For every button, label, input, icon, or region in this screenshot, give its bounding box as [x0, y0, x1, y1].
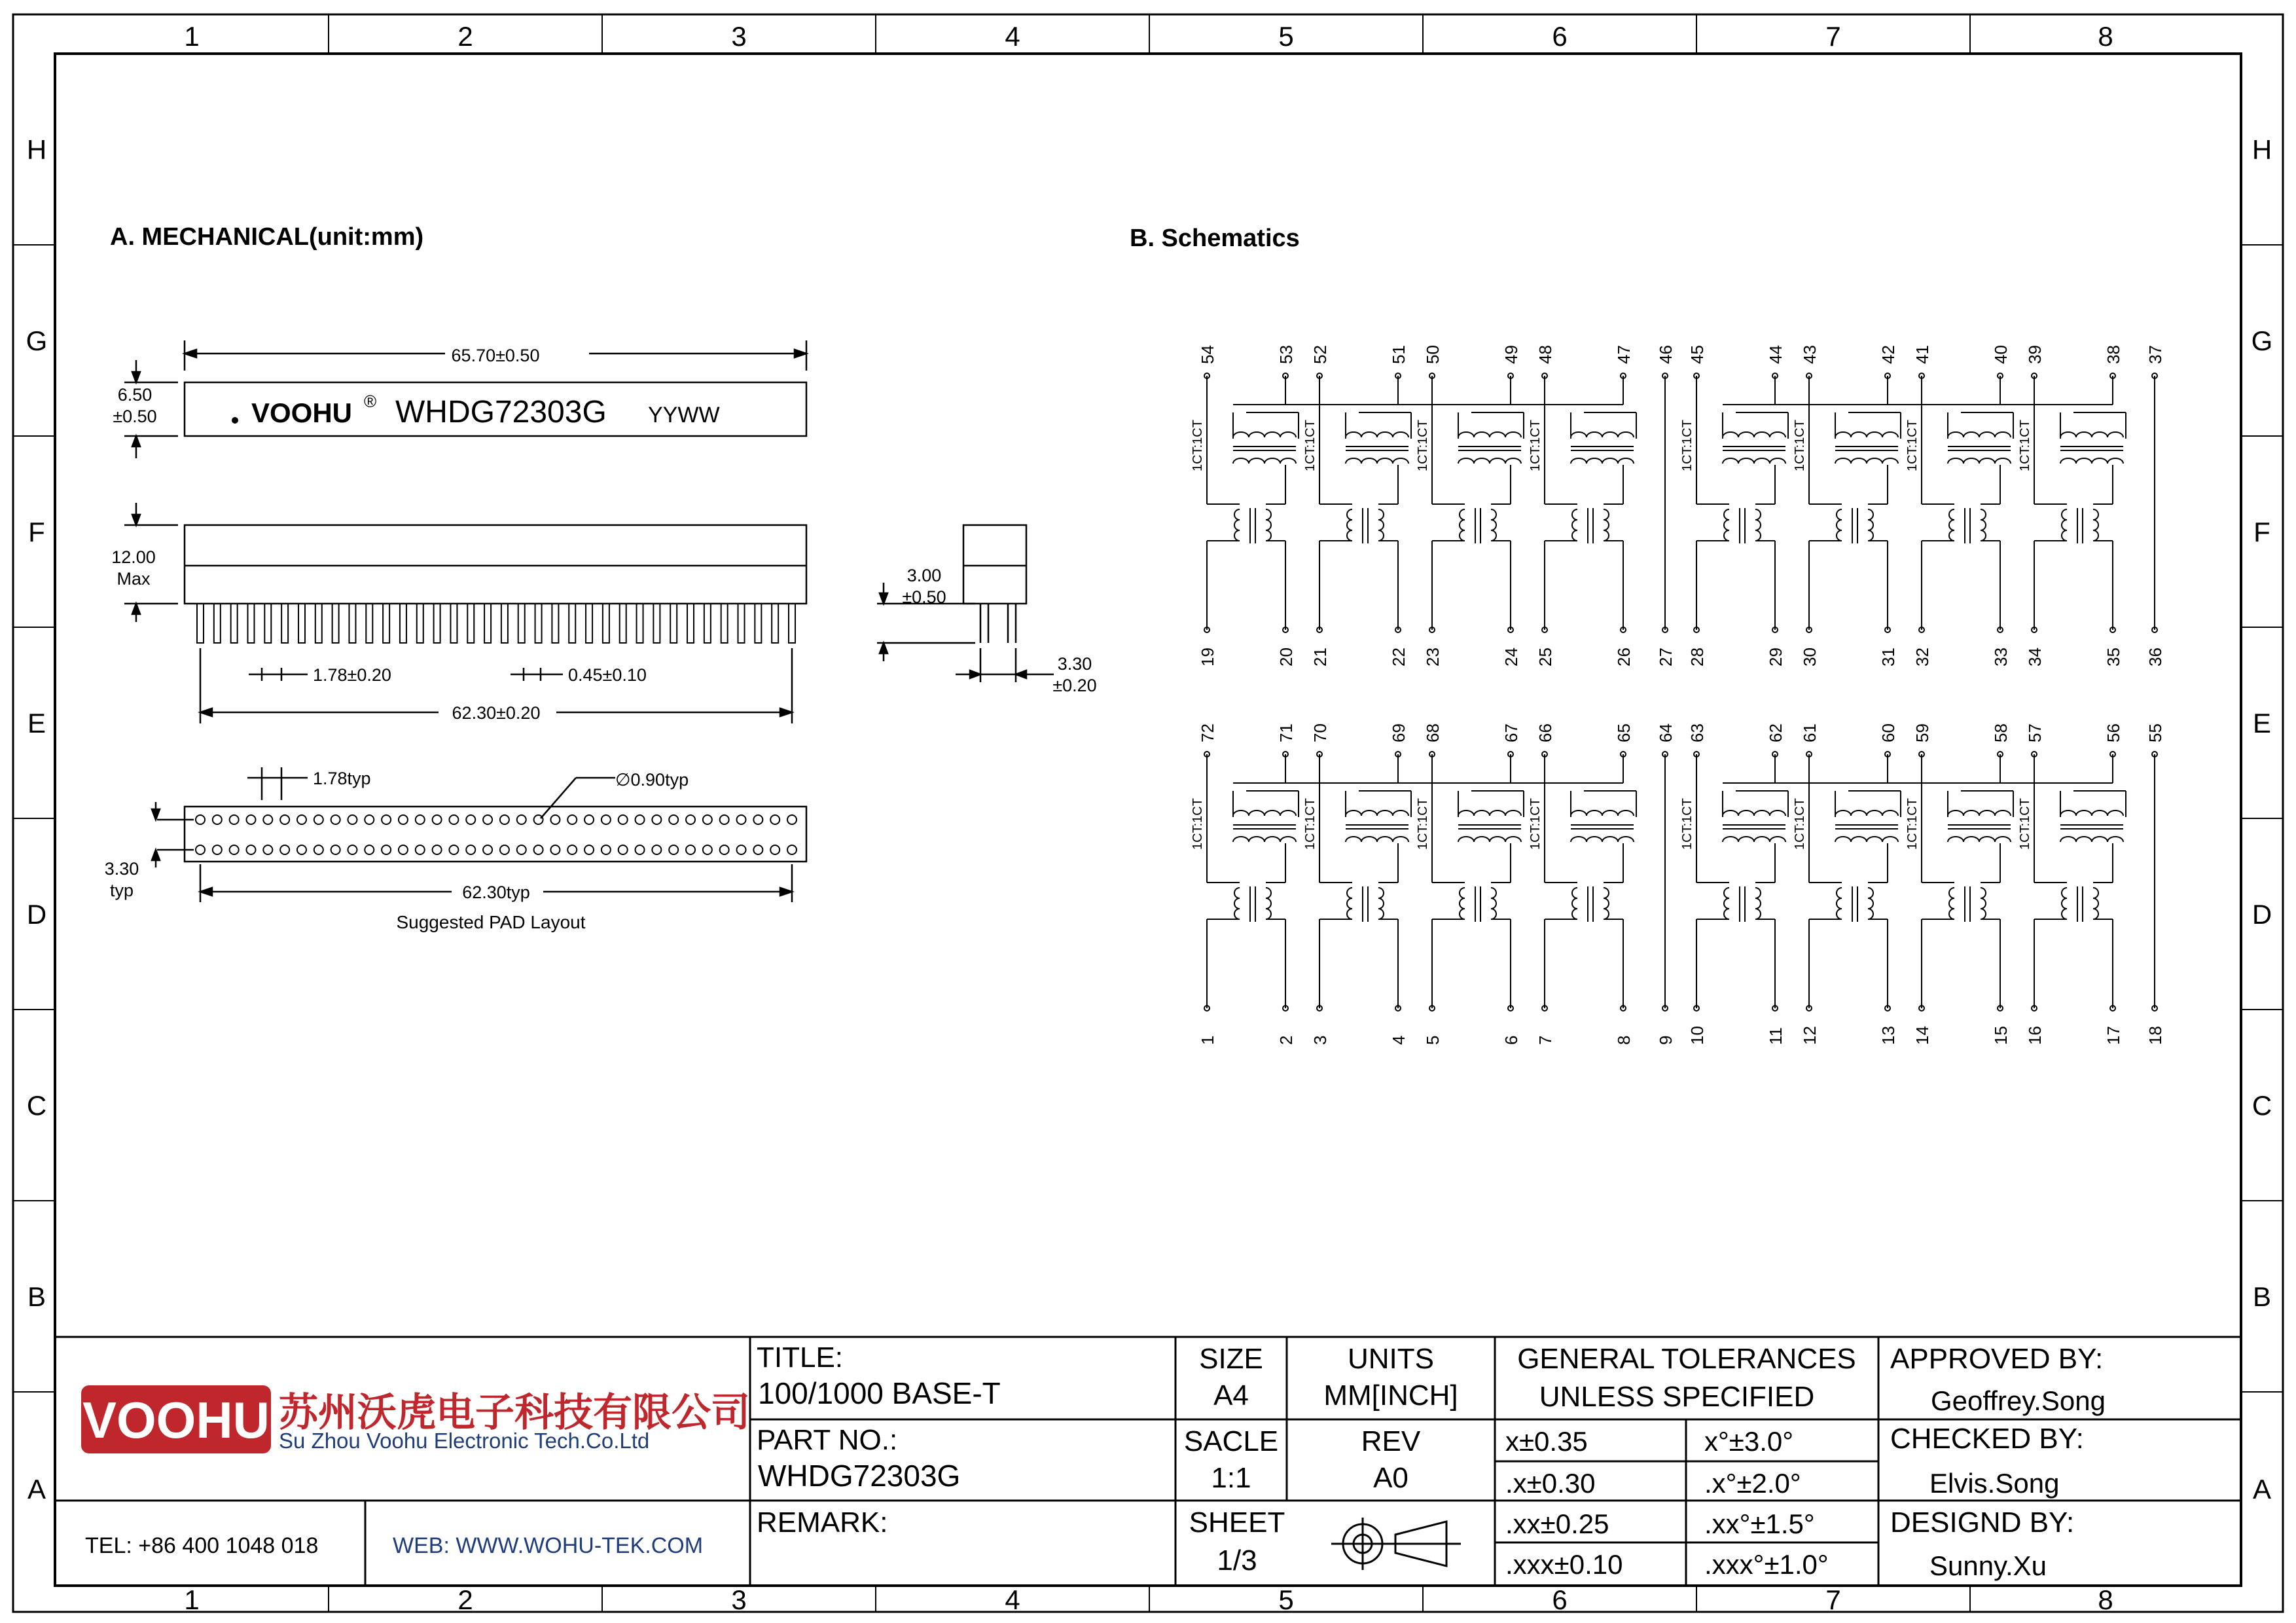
pin-label: 25 — [1535, 647, 1555, 666]
pin-label: 45 — [1687, 345, 1707, 364]
ratio-label: 1CT:1CT — [1303, 798, 1318, 850]
ratio-label: 1CT:1CT — [1528, 798, 1543, 850]
pin-label: 35 — [2104, 647, 2123, 666]
pin-label: 34 — [2025, 647, 2045, 666]
top-length-dim: 65.70±0.50 — [451, 346, 540, 365]
pin-label: 38 — [2104, 345, 2123, 364]
ratio-label: 1CT:1CT — [2018, 798, 2032, 850]
pin-label: 32 — [1912, 647, 1932, 666]
column-label-bottom: 5 — [1278, 1584, 1294, 1615]
pin-label: 62 — [1766, 723, 1785, 742]
pad-layout-caption: Suggested PAD Layout — [396, 912, 586, 932]
pin-label: 67 — [1501, 723, 1521, 742]
pin-label: 66 — [1535, 723, 1555, 742]
ratio-label: 1CT:1CT — [1303, 420, 1318, 471]
pin-label: 40 — [1991, 345, 2011, 364]
row-label-right: C — [2251, 1090, 2272, 1121]
pin-label: 48 — [1535, 345, 1555, 364]
size-label: SIZE — [1199, 1343, 1263, 1375]
pin-label: 57 — [2025, 723, 2045, 742]
ratio-label: 1CT:1CT — [1191, 420, 1205, 471]
side-height-dim: 12.00 — [111, 547, 156, 567]
pin-label: 51 — [1389, 345, 1408, 364]
pin-label: 68 — [1423, 723, 1443, 742]
sheet-label: SHEET — [1189, 1506, 1285, 1539]
pin-label: 50 — [1423, 345, 1443, 364]
pin-label: 19 — [1198, 647, 1217, 666]
pin-label: 6 — [1501, 1035, 1521, 1045]
pin-label: 53 — [1276, 345, 1296, 364]
ratio-label: 1CT:1CT — [1905, 420, 1920, 471]
pin-label: 26 — [1614, 647, 1634, 666]
company-name-en: Su Zhou Voohu Electronic Tech.Co.Ltd — [279, 1429, 650, 1453]
lead-length-dim: 3.00 — [906, 566, 942, 585]
side-height-note: Max — [117, 569, 151, 589]
tolerance-linear: .xx±0.25 — [1505, 1508, 1609, 1539]
pin-label: 1 — [1198, 1035, 1217, 1045]
approved-label: APPROVED BY: — [1890, 1343, 2104, 1375]
pin-label: 55 — [2145, 723, 2165, 742]
pin-label: 60 — [1878, 723, 1898, 742]
column-label-top: 1 — [184, 21, 200, 52]
pin-label: 18 — [2145, 1026, 2165, 1045]
mechanical-heading: A. MECHANICAL(unit:mm) — [110, 223, 424, 251]
column-label-top: 3 — [731, 21, 747, 52]
ratio-label: 1CT:1CT — [1793, 420, 1807, 471]
pin-label: 22 — [1389, 647, 1408, 666]
column-label-bottom: 1 — [184, 1584, 200, 1615]
pin-label: 30 — [1800, 647, 1820, 666]
pin-label: 61 — [1800, 723, 1820, 742]
tolerance-angular: .x°±2.0° — [1704, 1468, 1801, 1499]
row-label-left: A — [27, 1474, 46, 1504]
ratio-label: 1CT:1CT — [1680, 420, 1695, 471]
pin-label: 43 — [1800, 345, 1820, 364]
column-label-top: 5 — [1278, 21, 1294, 52]
pin-label: 20 — [1276, 647, 1296, 666]
title-value: 100/1000 BASE-T — [758, 1376, 1001, 1410]
pin-label: 13 — [1878, 1026, 1898, 1045]
ratio-label: 1CT:1CT — [1416, 420, 1430, 471]
checked-name: Elvis.Song — [1929, 1468, 2060, 1499]
row-spacing-dim: 3.30 — [1057, 654, 1092, 674]
row-label-left: G — [26, 325, 48, 356]
checked-label: CHECKED BY: — [1890, 1423, 2084, 1455]
pin-label: 16 — [2025, 1026, 2045, 1045]
column-label-bottom: 3 — [731, 1584, 747, 1615]
column-label-bottom: 7 — [1825, 1584, 1841, 1615]
company-name-cn: 苏州沃虎电子科技有限公司 — [279, 1391, 750, 1434]
pad-pitch-dim: 1.78typ — [313, 769, 371, 788]
pin-label: 31 — [1878, 647, 1898, 666]
units-label: UNITS — [1348, 1343, 1434, 1375]
top-reg-mark: ® — [364, 392, 377, 411]
tolerance-title-2: UNLESS SPECIFIED — [1539, 1381, 1815, 1413]
pin-label: 9 — [1656, 1035, 1676, 1045]
pad-row-dim: 3.30 — [104, 859, 139, 879]
column-label-top: 8 — [2098, 21, 2113, 52]
sheet-value: 1/3 — [1217, 1544, 1257, 1577]
pin-label: 52 — [1310, 345, 1330, 364]
pin-label: 29 — [1766, 647, 1785, 666]
pin-label: 64 — [1656, 723, 1676, 742]
column-label-bottom: 8 — [2098, 1584, 2113, 1615]
pin-label: 71 — [1276, 723, 1296, 742]
pin-label: 3 — [1310, 1035, 1330, 1045]
pin-label: 56 — [2104, 723, 2123, 742]
web-text: WEB: WWW.WOHU-TEK.COM — [393, 1533, 704, 1558]
ratio-label: 1CT:1CT — [1191, 798, 1205, 850]
pin-label: 69 — [1389, 723, 1408, 742]
pin-label: 63 — [1687, 723, 1707, 742]
pin-label: 14 — [1912, 1026, 1932, 1045]
pin-label: 54 — [1198, 345, 1217, 364]
tel-text: TEL: +86 400 1048 018 — [85, 1533, 319, 1558]
pin-label: 46 — [1656, 345, 1676, 364]
company-logo: VOOHU — [82, 1391, 270, 1449]
units-value: MM[INCH] — [1323, 1379, 1458, 1412]
row-label-right: F — [2253, 517, 2270, 547]
tolerance-angular: .xx°±1.5° — [1704, 1508, 1815, 1539]
rev-label: REV — [1361, 1425, 1421, 1457]
pin-label: 49 — [1501, 345, 1521, 364]
column-label-top: 4 — [1005, 21, 1020, 52]
scale-label: SACLE — [1183, 1425, 1279, 1457]
pin-label: 58 — [1991, 723, 2011, 742]
row-label-left: H — [26, 134, 47, 165]
ratio-label: 1CT:1CT — [1905, 798, 1920, 850]
tolerance-title-1: GENERAL TOLERANCES — [1517, 1343, 1856, 1375]
part-value: WHDG72303G — [758, 1459, 961, 1493]
pin-label: 39 — [2025, 345, 2045, 364]
row-label-right: B — [2252, 1281, 2272, 1312]
column-label-top: 6 — [1552, 21, 1568, 52]
row-label-right: G — [2251, 325, 2273, 356]
pin-label: 17 — [2104, 1026, 2123, 1045]
row-label-left: E — [27, 708, 46, 739]
pin-label: 70 — [1310, 723, 1330, 742]
scale-value: 1:1 — [1211, 1462, 1251, 1494]
design-name: Sunny.Xu — [1929, 1550, 2047, 1581]
tolerance-linear: .x±0.30 — [1505, 1468, 1596, 1499]
pad-row-note: typ — [109, 881, 134, 900]
schematics-heading: B. Schematics — [1130, 225, 1300, 252]
row-label-right: E — [2252, 708, 2272, 739]
tolerance-linear: x±0.35 — [1505, 1426, 1588, 1457]
tolerance-angular: x°±3.0° — [1704, 1426, 1794, 1457]
pin-label: 23 — [1423, 647, 1443, 666]
pin-label: 21 — [1310, 647, 1330, 666]
pin-label: 59 — [1912, 723, 1932, 742]
pin-label: 10 — [1687, 1026, 1707, 1045]
pin-label: 47 — [1614, 345, 1634, 364]
ratio-label: 1CT:1CT — [1528, 420, 1543, 471]
title-label: TITLE: — [757, 1341, 844, 1374]
pin-label: 28 — [1687, 647, 1707, 666]
column-label-top: 7 — [1825, 21, 1841, 52]
row-label-left: B — [27, 1281, 46, 1312]
row-label-left: F — [28, 517, 45, 547]
ratio-label: 1CT:1CT — [1793, 798, 1807, 850]
row-label-right: D — [2251, 899, 2272, 930]
pin-label: 7 — [1535, 1035, 1555, 1045]
pin-label: 2 — [1276, 1035, 1296, 1045]
lead-length-tol: ±0.50 — [902, 587, 946, 607]
pin-width-dim: 0.45±0.10 — [568, 665, 647, 685]
part-label: PART NO.: — [757, 1424, 898, 1456]
row-label-right: H — [2251, 134, 2272, 165]
pin1-dot — [232, 417, 238, 424]
row-label-right: A — [2252, 1474, 2272, 1504]
top-height-dim: 6.50 — [117, 385, 152, 405]
remark-label: REMARK: — [757, 1506, 888, 1539]
top-height-tol: ±0.50 — [113, 407, 157, 426]
pin-label: 24 — [1501, 647, 1521, 666]
pin-label: 33 — [1991, 647, 2011, 666]
pin-label: 44 — [1766, 345, 1785, 364]
top-logo: VOOHU — [251, 397, 353, 428]
ratio-label: 1CT:1CT — [2018, 420, 2032, 471]
rev-value: A0 — [1373, 1462, 1408, 1494]
pad-hole-dim: ∅0.90typ — [615, 770, 689, 790]
design-label: DESIGND BY: — [1890, 1506, 2075, 1539]
pin-label: 42 — [1878, 345, 1898, 364]
row-label-left: D — [26, 899, 47, 930]
pin-label: 27 — [1656, 647, 1676, 666]
pin-label: 8 — [1614, 1035, 1634, 1045]
pin-label: 65 — [1614, 723, 1634, 742]
pin-label: 11 — [1766, 1027, 1785, 1045]
pin-label: 15 — [1991, 1026, 2011, 1045]
column-label-bottom: 2 — [457, 1584, 473, 1615]
approved-name: Geoffrey.Song — [1931, 1385, 2106, 1416]
size-value: A4 — [1213, 1379, 1249, 1412]
row-label-left: C — [26, 1090, 47, 1121]
pin-label: 12 — [1800, 1026, 1820, 1045]
pin-pitch-dim: 1.78±0.20 — [313, 665, 391, 685]
column-label-bottom: 6 — [1552, 1584, 1568, 1615]
ratio-label: 1CT:1CT — [1680, 798, 1695, 850]
pin-span-dim: 62.30±0.20 — [452, 703, 541, 723]
tolerance-linear: .xxx±0.10 — [1505, 1549, 1623, 1580]
top-date-code: YYWW — [648, 403, 720, 428]
column-label-top: 2 — [457, 21, 473, 52]
tolerance-angular: .xxx°±1.0° — [1704, 1549, 1829, 1580]
pad-span-dim: 62.30typ — [462, 883, 530, 902]
pin-label: 4 — [1389, 1035, 1408, 1045]
row-spacing-tol: ±0.20 — [1052, 676, 1097, 695]
pin-label: 36 — [2145, 647, 2165, 666]
pin-label: 41 — [1912, 345, 1932, 364]
ratio-label: 1CT:1CT — [1416, 798, 1430, 850]
column-label-bottom: 4 — [1005, 1584, 1020, 1615]
pin-label: 72 — [1198, 723, 1217, 742]
pin-label: 5 — [1423, 1035, 1443, 1045]
pin-label: 37 — [2145, 345, 2165, 364]
top-part-number: WHDG72303G — [395, 395, 607, 429]
